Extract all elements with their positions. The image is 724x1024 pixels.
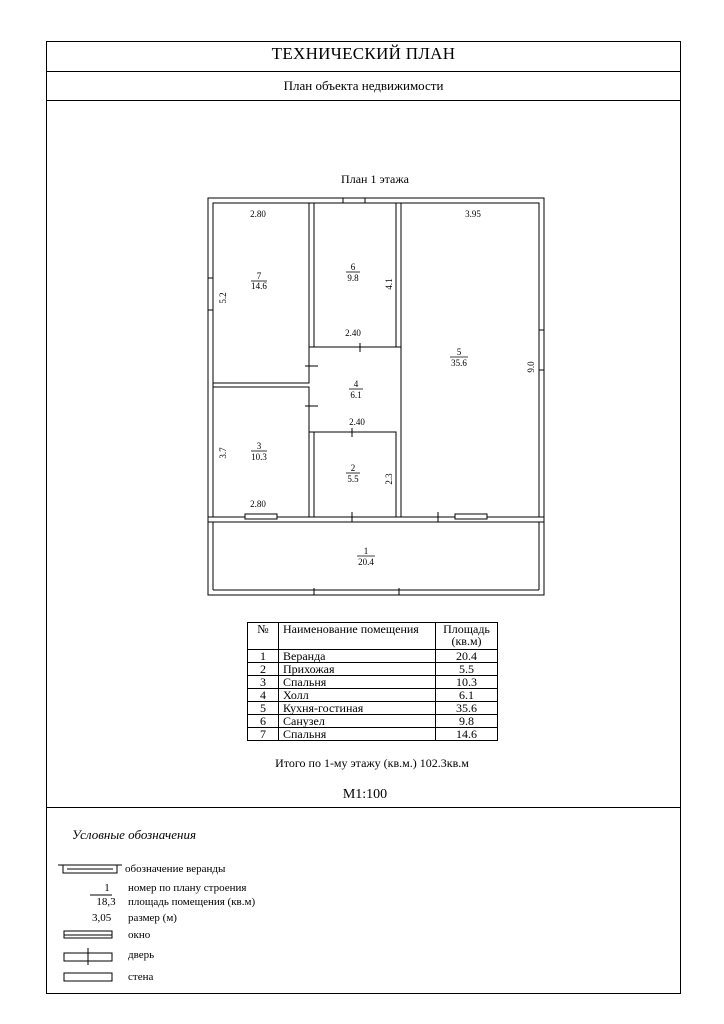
legend-symbols [50,855,130,985]
row-name: Веранда [279,650,436,663]
header-area-line2: (кв.м) [451,634,482,648]
legend-divider [46,807,681,808]
room-7-number: 7 [256,271,262,281]
legend-size-desc: размер (м) [128,912,177,924]
dim-room3-width: 2.80 [250,499,266,509]
room-3-area: 10.3 [251,452,267,462]
scale-label: М1:100 [342,787,388,802]
room-1-area: 20.4 [358,557,374,567]
floor-plan [200,190,550,602]
row-num: 2 [248,663,279,676]
row-area: 10.3 [436,676,498,689]
room-5-area: 35.6 [451,358,467,368]
room-2-number: 2 [350,463,356,473]
dim-room5-height: 9.0 [526,361,536,373]
row-area: 35.6 [436,702,498,715]
table-row [248,650,498,663]
row-num: 5 [248,702,279,715]
dim-room7-width: 2.80 [250,209,266,219]
room-3-number: 3 [256,441,262,451]
table-row [248,702,498,715]
legend-window: окно [128,929,151,941]
room-4-number: 4 [353,379,359,389]
row-name: Спальня [279,676,436,689]
row-area: 14.6 [436,728,498,741]
row-num: 6 [248,715,279,728]
title-divider [46,71,681,72]
row-name: Кухня-гостиная [279,702,436,715]
header-name: Наименование помещения [279,623,436,650]
row-name: Спальня [279,728,436,741]
row-name: Санузел [279,715,436,728]
table-row [248,663,498,676]
legend-door: дверь [128,949,155,961]
outer-walls [208,198,544,595]
row-num: 1 [248,650,279,663]
header-area-line1: Площадь [443,622,490,636]
legend-area-desc: площадь помещения (кв.м) [128,896,256,908]
row-area: 9.8 [436,715,498,728]
plan-title: План 1 этажа [341,172,409,186]
room-7-area: 14.6 [251,281,267,291]
room-6-area: 9.8 [347,273,359,283]
row-num: 7 [248,728,279,741]
door-symbol [64,948,112,965]
dim-room7-height: 5.2 [218,292,228,304]
veranda-symbol [58,865,122,873]
legend-sample-number: 1 [104,882,110,894]
header-area [436,623,498,650]
document-subtitle: План объекта недвижимости [283,78,444,93]
document-title: ТЕХНИЧЕСКИЙ ПЛАН [271,44,456,63]
dim-room6-width: 2.40 [345,328,361,338]
interior-walls [213,203,539,517]
room-2-area: 5.5 [347,474,359,484]
wall-symbol [64,973,112,981]
dim-room5-width: 3.95 [465,209,481,219]
dim-room2-width: 2.40 [349,417,365,427]
header-num: № [248,623,279,650]
room-5-number: 5 [456,347,462,357]
legend-veranda: обозначение веранды [125,863,226,875]
row-area: 6.1 [436,689,498,702]
table-row [248,676,498,689]
room-1-number: 1 [363,546,369,556]
legend-number-desc: номер по плану строения [128,882,247,894]
legend-wall: стена [128,971,154,983]
floor-total: Итого по 1-му этажу (кв.м.) 102.3кв.м [275,756,469,770]
dim-room6-height: 4.1 [384,278,394,290]
row-area: 20.4 [436,650,498,663]
table-header-row [248,623,498,650]
windows [208,198,544,519]
subtitle-divider [46,100,681,101]
row-name: Прихожая [279,663,436,676]
row-area: 5.5 [436,663,498,676]
legend-sample-size: 3,05 [92,912,112,924]
room-4-area: 6.1 [350,390,362,400]
table-row [248,715,498,728]
dim-room2-height: 2.3 [384,473,394,485]
table-row [248,689,498,702]
dim-room3-height: 3.7 [218,447,228,459]
row-num: 3 [248,676,279,689]
rooms-table [247,622,498,741]
table-row [248,728,498,741]
room-6-number: 6 [350,262,356,272]
legend-sample-area: 18,3 [96,896,116,908]
row-name: Холл [279,689,436,702]
row-num: 4 [248,689,279,702]
legend-title: Условные обозначения [72,827,196,842]
